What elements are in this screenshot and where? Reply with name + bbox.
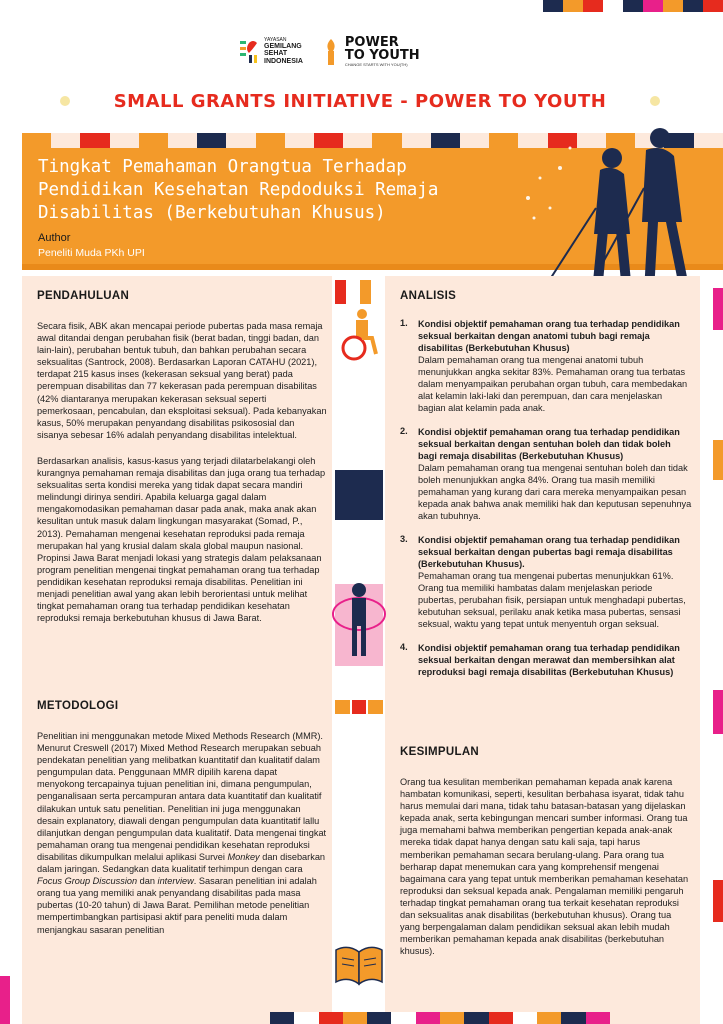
ygsi-small-text: YAYASAN: [264, 36, 287, 43]
analisis-item-body: Dalam pemahaman orang tua mengenai sentuhan boleh dan tidak boleh menunjukkan angka 84%. Orang tua masih memiliki pemahaman yang kurang dari cara mereka menyampaikan pesan kepada anak bahwa anak memiliki hak dan keputusan sepenuhnya akan tubuhnya.: [418, 463, 692, 521]
center-decoration-mid: [335, 470, 383, 520]
analisis-item-title: Kondisi objektif pemahaman orang tua terhadap pendidikan seksual berkaitan dengan anatomi tubuh bagi remaja disabilitas (Berkebutuhan Khusus): [418, 319, 680, 353]
analisis-heading: ANALISIS: [400, 290, 457, 302]
analisis-item-number: 4.: [400, 642, 408, 652]
ptoy-line2: TO YOUTH: [344, 48, 420, 63]
metodologi-paragraph: [37, 730, 327, 936]
analisis-section: [400, 290, 692, 690]
analisis-item: [400, 426, 692, 522]
analisis-item: [400, 642, 692, 678]
title-line-2: Pendidikan Kesehatan Repdoduksi Remaja: [38, 180, 439, 200]
ptoy-tagline: CHANGE STARTS WITH YOU(TH): [344, 62, 408, 67]
pendahuluan-heading: PENDAHULUAN: [37, 290, 130, 302]
metodologi-section: [37, 700, 327, 936]
ygsi-line1: GEMILANG: [264, 43, 302, 51]
right-edge-decoration: [713, 288, 723, 330]
grants-title-bar: [60, 90, 660, 112]
ptoy-line1: POWER: [344, 35, 399, 50]
kesimpulan-heading: KESIMPULAN: [400, 746, 480, 758]
kesimpulan-section: [400, 746, 692, 957]
right-edge-decoration: [713, 880, 723, 922]
analisis-item-title: Kondisi objektif pemahaman orang tua terhadap pendidikan seksual berkaitan dengan merawat dan membersihkan alat reproduksi bagi remaja disabilitas (Berkebutuhan Khusus): [418, 643, 680, 677]
person-hoop-icon: [332, 576, 386, 666]
metodologi-interview: interview: [157, 876, 194, 887]
pendahuluan-section: [37, 290, 327, 624]
pendahuluan-paragraph-2: Berdasarkan analisis, kasus-kasus yang terjadi dilatarbelakangi oleh kurangnya pemahaman remaja disabilitas dan juga orang tua terhadap seksualitas serta kondisi mereka yang tidak dapat secara mandiri melindungi dirinya sendiri. Apabila keluarga gagal dalam mengakomodasikan pemahaman dasar pada anak, maka anak akan kesulitan untuk masuk dalam lingkungan masyarakat (Somad, P., 2013). Pemahaman mengenai kesehatan reproduksi pada remaja merupakan hal yang krusial dalam skala global maupun nasional. Propinsi Jawa Barat menjadi lokasi yang strategis dalam pelaksanaan program penelitian mengenai tingkat pemahaman orang tua terhadap pendidikan kesehatan reproduksi remaja disabilitas. Penelitian ini menjadi penelitian awal yang akan lebih berorientasi untuk melihat tingkat pemahaman orang tua terhadap pendidikan kesehatan reproduksi remaja berkebutuhan khusus di Jawa Barat.: [37, 455, 326, 624]
kesimpulan-paragraph: Orang tua kesulitan memberikan pemahaman kepada anak karena hambatan komunikasi, seperti, kesulitan berbahasa isyarat, tidak tahu harus memulai dari mana, tidak tahu batasan-batasan yang dijelaskan kepada anak, serta kebingungan mencari sumber informasi. Orang tua juga memahami bahwa memberikan pengertian kepada anak-anak mereka tidak dapat hanya dengan satu kali saja, tapi harus memberikan pemahaman secara berulang-ulang. Para orang tua berharap dapat menemukan cara yang komprehensif mengenai bagaimana cara yang tepat untuk memberikan pemahaman kesehatan reproduksi dan seksual kepada anak. Pengalaman memiliki pengaruh terhadap tingkat pemahaman orang tua terkait kesehatan reproduksi dan seksualitas anak disabilitas (berkebutuhan khusus). Orang tua yang berpengalaman dalam pendidikan seksual akan lebih mudah memberikan pemahaman kepada anak disabilitas (berkebutuhan khusus).: [400, 777, 689, 957]
analisis-list: [400, 318, 692, 678]
bottom-decorative-pattern: [270, 1012, 610, 1024]
wheelchair-icon: [340, 304, 380, 366]
analisis-item-number: 2.: [400, 426, 408, 436]
pendahuluan-paragraph-1: Secara fisik, ABK akan mencapai periode pubertas pada masa remaja awal ditandai dengan perubahan fisik (berat badan, tinggi badan, dan lain-lain), perubahan bentuk tubuh, dan bahkan perubahan secara seksualitas (Santrock, 2008). Berdasarkan Laporan CATAHU (2021), terdapat 215 kasus inses (kekerasan seksual yang berat) pada perempuan disabilitas dan 77 kekerasan pada perempuan disabilitas (42% diantaranya merupakan kekerasan seksual seperti pemerkosaan, pencabulan, dan eksploitasi seksual). Pada kebanyakan kasus, 50% merupakan penyandang disabilitas psikososial dan sisanya sebesar 16% adalah penyandang disabilitas intelektual.: [37, 321, 327, 440]
metodologi-text-d: . Sasaran penelitian ini adalah orang tua yang memiliki anak penyandang disabilitas pada masa pubertas (10-20 tahun) di Jawa Barat. Pemilihan metode penelitian mempertimbangkan partisipasi aktif para peneliti muda dalam menjangkau sasaran penelitian: [37, 876, 317, 935]
analisis-item-number: 1.: [400, 318, 408, 328]
metodologi-monkey: Monkey: [227, 851, 260, 862]
analisis-item-number: 3.: [400, 534, 408, 544]
title-line-3: Disabilitas (Berkebutuhan Khusus): [38, 203, 386, 223]
grants-title: SMALL GRANTS INITIATIVE - POWER TO YOUTH: [113, 90, 607, 112]
poster-title: [38, 156, 518, 225]
ygsi-line2: SEHAT: [264, 50, 288, 58]
top-decorative-pattern: [543, 0, 723, 12]
metodologi-heading: METODOLOGI: [37, 700, 119, 712]
power-to-youth-logo: [321, 36, 420, 67]
center-decoration-top: [335, 280, 383, 304]
author-value: Peneliti Muda PKh UPI: [38, 247, 145, 259]
open-book-icon: [334, 940, 384, 986]
right-edge-decoration: [713, 440, 723, 480]
metodologi-text-b: dan disebarkan dalam jaringan. Sedangkan data kualitatif terhimpun dengan cara: [37, 851, 326, 875]
analisis-item: [400, 534, 692, 630]
analisis-item-body: Dalam pemahaman orang tua mengenai anatomi tubuh menunjukkan angka sekitar 83%. Pemahaman orang tua terbatas dalam menyampaikan perubahan organ tubuh, cara membedakan alat kelamin laki-laki dan perempuan, dan cara menjelaskan bagian alat kelamin pada anak.: [418, 355, 688, 413]
yellow-dot-icon: [60, 96, 70, 106]
logo-row: [238, 36, 420, 67]
center-decoration-low: [335, 700, 383, 714]
analisis-item-body: Pemahaman orang tua mengenai pubertas menunjukkan 61%. Orang tua memiliki hambatas dalam menjelaskan periode pubertas, perubahan fisik, persiapan untuk menghadapi pubertas, kebutuhan seksual, perilaku anak ketika masa pubertas, sensasi seksual, waktu yang tepat untuk menyentuh organ seksual.: [418, 571, 686, 629]
ygsi-logo-icon: [238, 37, 260, 67]
analisis-item-title: Kondisi objektif pemahaman orang tua terhadap pendidikan seksual berkaitan dengan sentuhan boleh dan tidak boleh bagi remaja disabilitas (Berkebutuhan Khusus): [418, 427, 680, 461]
ygsi-logo: [238, 37, 303, 67]
metodologi-text-c: dan: [137, 876, 158, 887]
title-line-1: Tingkat Pemahaman Orangtua Terhadap: [38, 157, 407, 177]
metodologi-text-a: Penelitian ini menggunakan metode Mixed Methods Research (MMR). Menurut Creswell (2017) Mixed Method Research merupakan sebuah pendekatan penelitian yang melibatkan kuantitatif dan kualitatif dalam pengumpulan data. Penggunaan MMR dipilih karena dapat menyokong tercapainya tujuan penelitian ini, dimana pengumpulan, penganalisaan serta percampuran antara data kuantitatif dan kualitatif dilakukan untuk satu penelitian. Penelitian ini juga menggunakan desain explanatory, diawali dengan pengumpulan data kuantitatif lallu dilanjutkan dengan pengumpulan data kualitatif. Data mengenai tingkat pemahaman orang tua mengenai pendidikan kesehatan reproduksi disabilitas dikumpulkan melalui aplikasi Survei: [37, 731, 327, 862]
analisis-item-title: Kondisi objektif pemahaman orang tua terhadap pendidikan seksual berkaitan dengan pubertas bagi remaja disabilitas (Berkebutuhan Khusus).: [418, 535, 680, 569]
left-edge-decoration: [0, 976, 10, 1024]
ygsi-line3: INDONESIA: [264, 57, 303, 65]
right-edge-decoration: [713, 690, 723, 734]
analisis-item: [400, 318, 692, 414]
author-label: Author: [38, 232, 71, 244]
torch-icon: [321, 37, 341, 67]
yellow-dot-icon: [650, 96, 660, 106]
metodologi-fgd: Focus Group Discussion: [37, 876, 138, 887]
